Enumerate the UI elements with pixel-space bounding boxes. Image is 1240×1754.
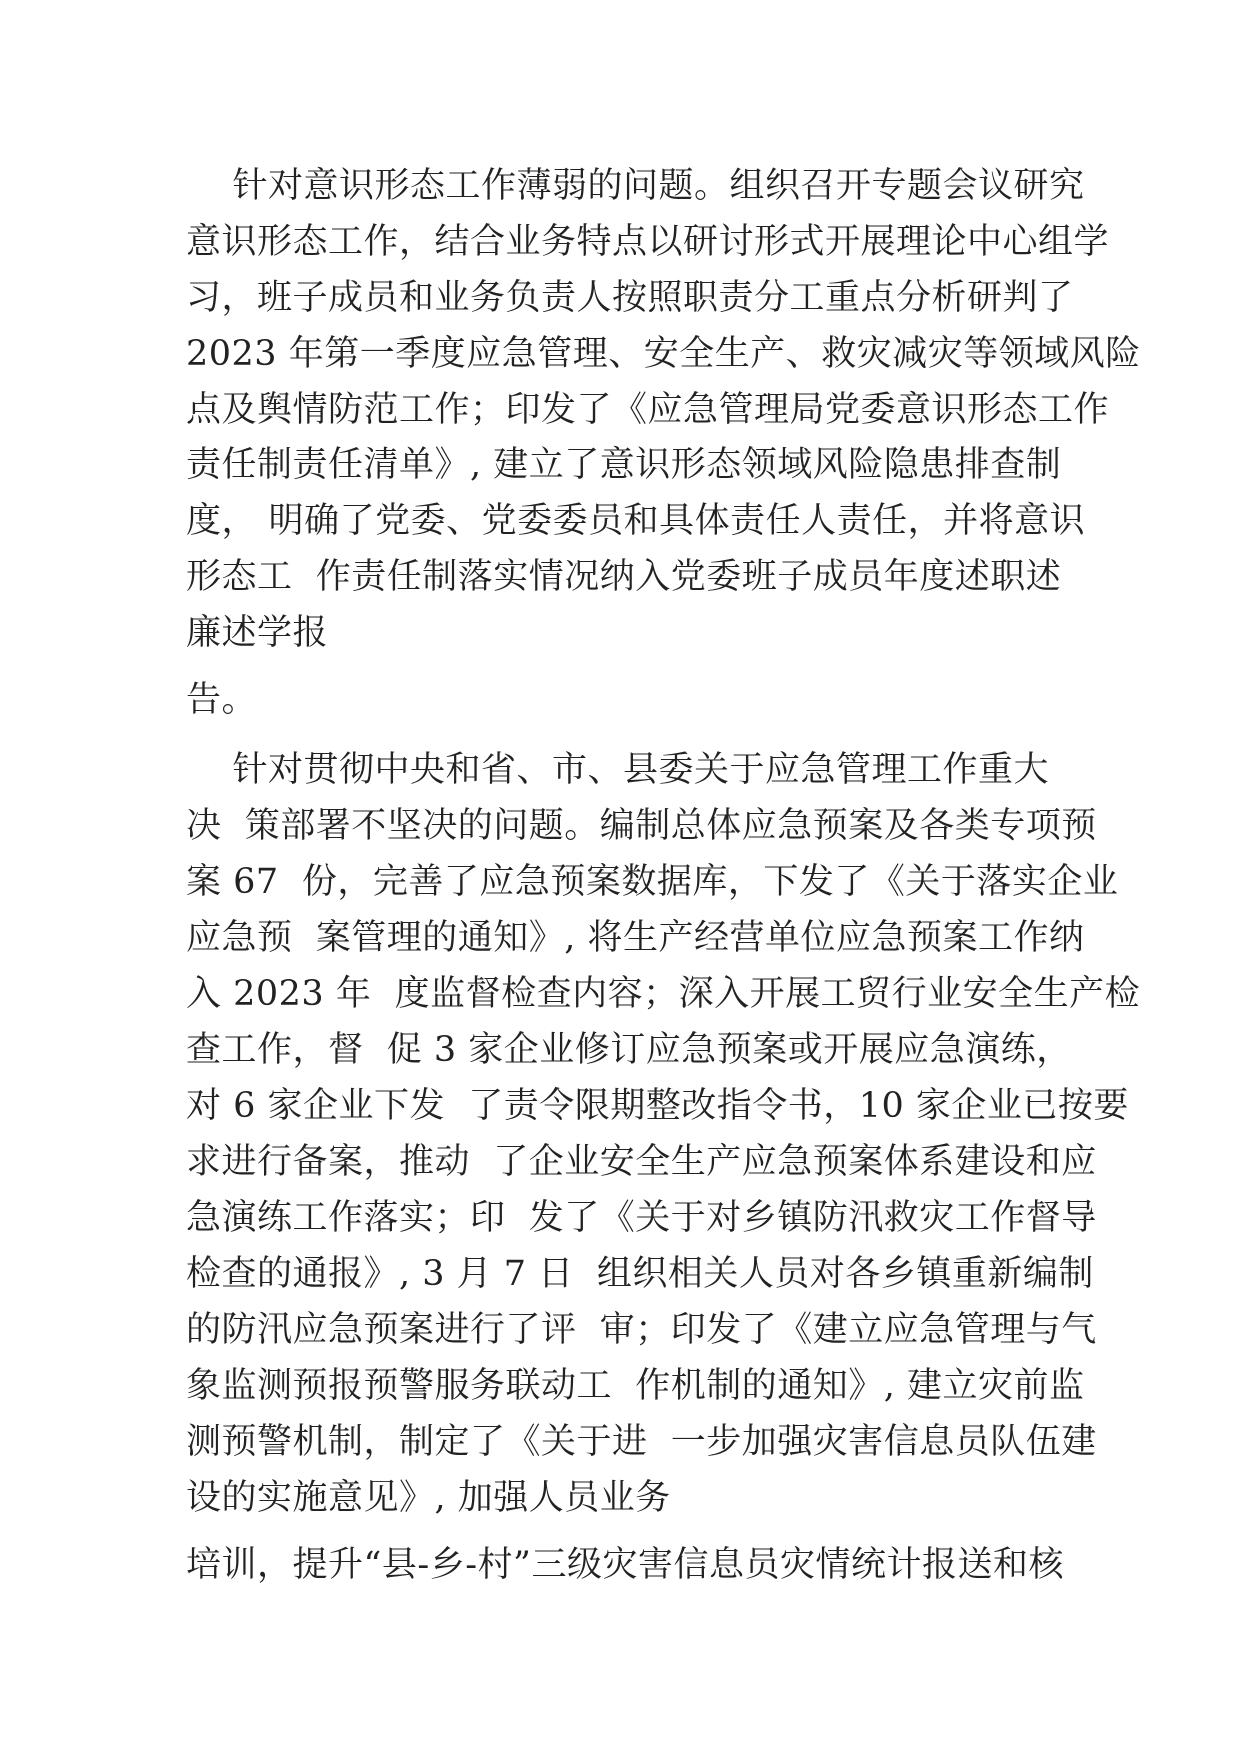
- paragraph-2-line-15: 培训，提升“县-乡-村”三级灾害信息员灾情统计报送和核: [186, 1545, 1064, 1585]
- paragraph-1-line-10: 告。: [186, 680, 258, 720]
- paragraph-2-line-9: 急演练工作落实；印 发了《关于对乡镇防汛救灾工作督导: [186, 1198, 1097, 1238]
- paragraph-2-line-5: 入 2023 年 度监督检查内容；深入开展工贸行业安全生产检: [186, 974, 1141, 1014]
- paragraph-1-line-6: 责任制责任清单》, 建立了意识形态领域风险隐患排查制: [186, 445, 1062, 485]
- paragraph-2-line-12: 象监测预报预警服务联动工 作机制的通知》, 建立灾前监: [186, 1366, 1085, 1406]
- paragraph-1-line-3: 习，班子成员和业务负责人按照职责分工重点分析研判了: [186, 278, 1074, 318]
- paragraph-2-line-2: 决 策部署不坚决的问题。编制总体应急预案及各类专项预: [186, 806, 1097, 846]
- paragraph-2-line-11: 的防汛应急预案进行了评 审；印发了《建立应急管理与气: [186, 1310, 1097, 1350]
- paragraph-2-line-8: 求进行备案，推动 了企业安全生产应急预案体系建设和应: [186, 1142, 1097, 1182]
- paragraph-2-line-4: 应急预 案管理的通知》, 将生产经营单位应急预案工作纳: [186, 918, 1085, 958]
- paragraph-2-line-6: 查工作，督 促 3 家企业修订应急预案或开展应急演练，: [186, 1030, 1072, 1070]
- paragraph-2-line-13: 测预警机制，制定了《关于进 一步加强灾害信息员队伍建: [186, 1422, 1097, 1462]
- paragraph-1-line-4: 2023 年第一季度应急管理、安全生产、救灾减灾等领域风险: [186, 334, 1141, 374]
- paragraph-1-line-1: 针对意识形态工作薄弱的问题。组织召开专题会议研究: [186, 166, 1085, 206]
- paragraph-2-line-3: 案 67 份，完善了应急预案数据库，下发了《关于落实企业: [186, 862, 1119, 902]
- paragraph-2-line-14: 设的实施意见》, 加强人员业务: [186, 1478, 671, 1518]
- paragraph-1-line-2: 意识形态工作，结合业务特点以研讨形式开展理论中心组学: [186, 222, 1110, 262]
- paragraph-1-line-7: 度， 明确了党委、党委委员和具体责任人责任，并将意识: [186, 501, 1086, 541]
- paragraph-1-line-9: 廉述学报: [186, 613, 329, 653]
- paragraph-1-line-5: 点及舆情防范工作；印发了《应急管理局党委意识形态工作: [186, 390, 1110, 430]
- paragraph-1-line-8: 形态工 作责任制落实情况纳入党委班子成员年度述职述: [186, 557, 1062, 597]
- paragraph-2-line-1: 针对贯彻中央和省、市、县委关于应急管理工作重大: [186, 750, 1050, 790]
- paragraph-2-line-10: 检查的通报》, 3 月 7 日 组织相关人员对各乡镇重新编制: [186, 1254, 1094, 1294]
- paragraph-2-line-7: 对 6 家企业下发 了责令限期整改指令书，10 家企业已按要: [186, 1086, 1129, 1126]
